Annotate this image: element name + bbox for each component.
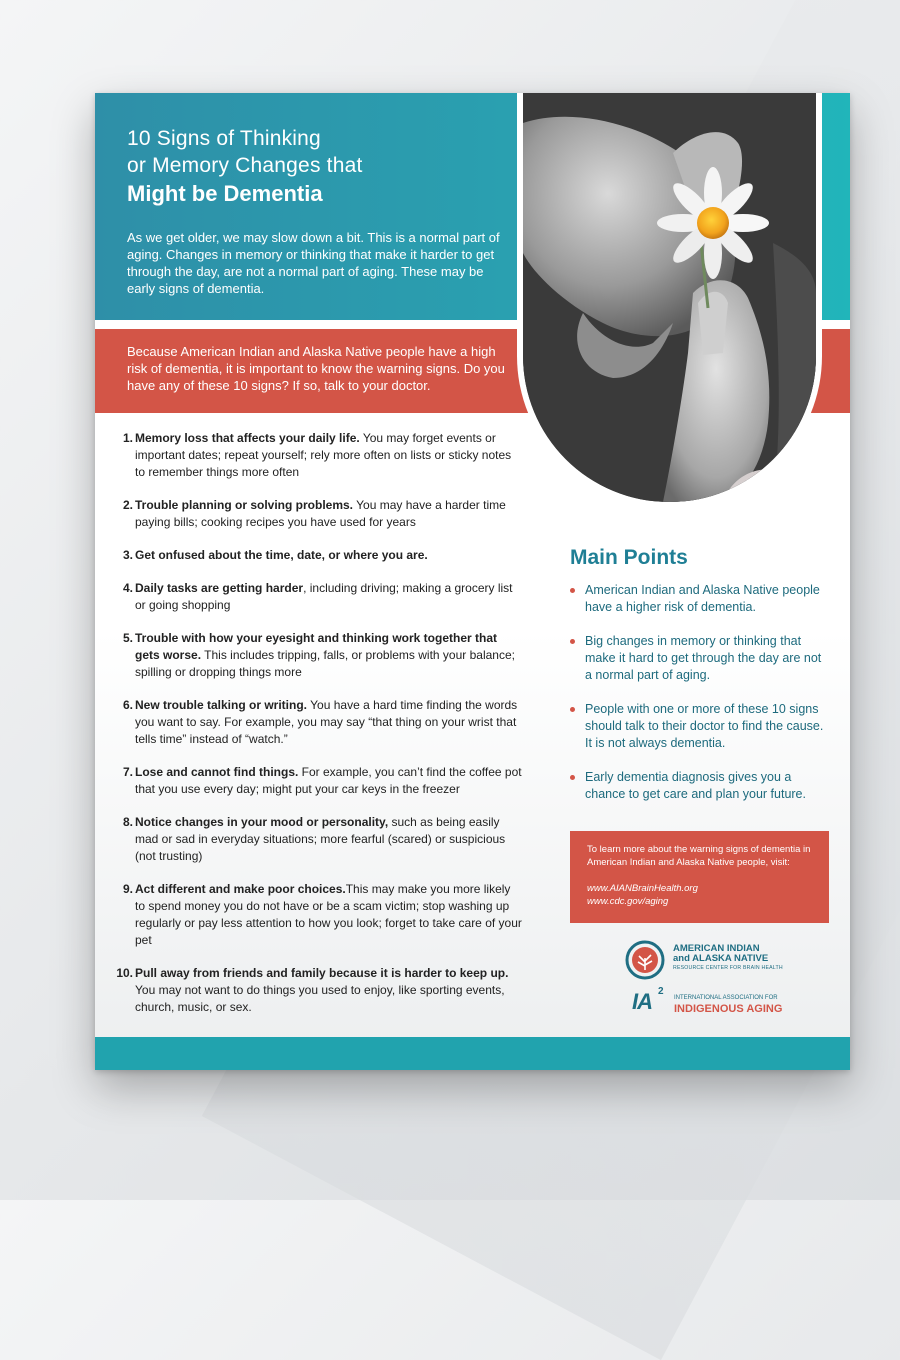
list-item: 10. Pull away from friends and family because it is harder to keep up. You may not want to do things you used to enjoy, like sporting events, church, music, or sex.: [116, 966, 509, 1014]
hands-daisy-illustration: [523, 93, 816, 502]
list-item: 5. Trouble with how your eyesight and thinking work together that gets worse. This includes tripping, falls, or problems with your balance; spilling or dropping things more: [122, 631, 515, 679]
main-point-item: People with one or more of these 10 signs should talk to their doctor to find the cause. It is not always dementia.: [570, 701, 830, 752]
title-line-3: Might be Dementia: [127, 181, 323, 206]
list-item: 3. Get onfused about the time, date, or where you are.: [122, 548, 428, 562]
warning-signs-list: [113, 430, 523, 1032]
title-line-1: 10 Signs of Thinking: [127, 127, 321, 150]
footer-bar: [95, 1037, 850, 1070]
ia2-superscript: 2: [658, 986, 664, 997]
list-item: 1. Memory loss that affects your daily life. You may forget events or important dates; repeat yourself; rely more often on lists or sticky notes to remember things more often: [122, 431, 512, 479]
aian-resource-center-logo: [625, 940, 785, 980]
learn-more-text: To learn more about the warning signs of dementia in American Indian and Alaska Native people, visit:: [587, 844, 811, 868]
main-points-title: Main Points: [570, 546, 688, 569]
risk-text: Because American Indian and Alaska Native people have a high risk of dementia, it is important to know the warning signs. Do you have any of these 10 signs? If so, talk to your doctor.: [127, 344, 505, 393]
learn-more-box: [570, 831, 829, 923]
title-line-2: or Memory Changes that: [127, 154, 363, 177]
main-points-list: [570, 582, 830, 820]
logo-org-name: AMERICAN INDIAN and ALASKA NATIVE: [673, 943, 769, 964]
link-cdc-aging[interactable]: www.cdc.gov/aging: [587, 895, 669, 907]
list-item: 8. Notice changes in your mood or personality, such as being easily mad or sad in everyday situations; more fearful (scared) or suspicious (not trusting): [122, 815, 506, 863]
logo-org-subtitle: RESOURCE CENTER FOR BRAIN HEALTH: [673, 965, 783, 971]
main-point-item: American Indian and Alaska Native people have a higher risk of dementia.: [570, 582, 830, 616]
page-title: [127, 125, 487, 209]
list-item: 2. Trouble planning or solving problems. You may have a harder time paying bills; cooking recipes you have used for years: [122, 498, 506, 529]
link-aian-brain-health[interactable]: www.AIANBrainHealth.org: [587, 883, 698, 894]
daisy-photo: [523, 93, 816, 502]
list-item: 7. Lose and cannot find things. For example, you can’t find the coffee pot that you use every day; might put your car keys in the freezer: [122, 765, 522, 796]
list-item: 6. New trouble talking or writing. You have a hard time finding the words you want to say. For example, you may say “that thing on your wrist that tells time” instead of “watch.”: [122, 698, 518, 746]
flyer-page: [95, 93, 850, 1070]
list-item: 4. Daily tasks are getting harder, including driving; making a grocery list or going shopping: [122, 581, 513, 612]
main-point-item: Big changes in memory or thinking that make it hard to get through the day are not a normal part of aging.: [570, 633, 830, 684]
list-item: 9. Act different and make poor choices.This may make you more likely to spend money you do not have or be a scam victim; stop washing up regularly or pay less attention to how you look; forget to take care of your pet: [122, 882, 522, 947]
brain-tree-icon: [625, 940, 665, 980]
ia2-line-1: INTERNATIONAL ASSOCIATION FOR: [674, 995, 778, 1001]
ia2-mark: IA: [632, 989, 652, 1014]
main-point-item: Early dementia diagnosis gives you a chance to get care and plan your future.: [570, 769, 830, 803]
learn-more-links: [587, 883, 812, 908]
ia2-logo: [632, 986, 792, 1023]
ia2-line-2: INDIGENOUS AGING: [674, 1003, 783, 1015]
intro-text: As we get older, we may slow down a bit. This is a normal part of aging. Changes in memory or thinking that make it harder to get through the day, are not a normal part of aging. These may be early signs of dementia.: [127, 230, 500, 296]
